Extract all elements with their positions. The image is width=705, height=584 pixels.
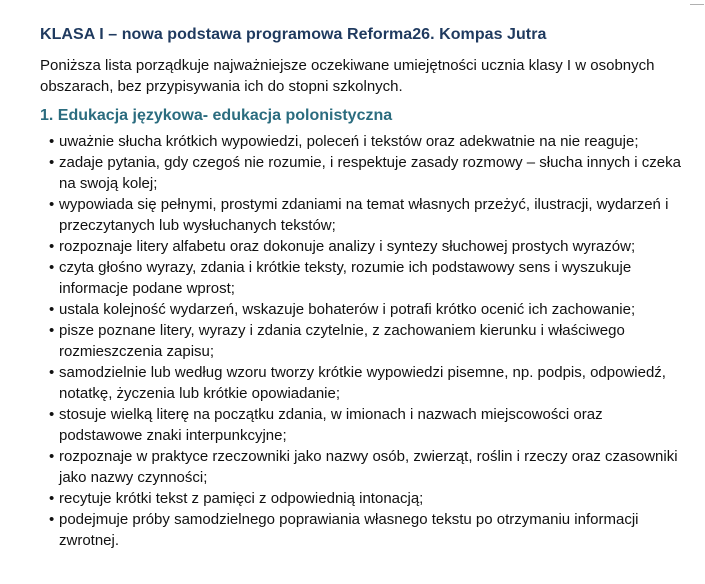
list-item: • pisze poznane litery, wyrazy i zdania czytelnie, z zachowaniem kierunku i właściwego rozmieszczenia zapisu;: [50, 320, 690, 362]
page-corner-mark: [690, 0, 704, 5]
list-item: • ustala kolejność wydarzeń, wskazuje bohaterów i potrafi krótko ocenić ich zachowanie;: [50, 299, 690, 320]
list-item: • uważnie słucha krótkich wypowiedzi, poleceń i tekstów oraz adekwatnie na nie reaguje;: [50, 131, 690, 152]
list-item: • czyta głośno wyrazy, zdania i krótkie teksty, rozumie ich podstawowy sens i wyszukuje informacje podane wprost;: [50, 257, 690, 299]
list-item: • stosuje wielką literę na początku zdania, w imionach i nazwach miejscowości oraz podstawowe znaki interpunkcyjne;: [50, 404, 690, 446]
list-item: • rozpoznaje litery alfabetu oraz dokonuje analizy i syntezy słuchowej prostych wyrazów;: [50, 236, 690, 257]
intro-paragraph: Poniższa lista porządkuje najważniejsze oczekiwane umiejętności ucznia klasy I w osobnych obszarach, bez przypisywania ich do stopni szkolnych.: [40, 57, 655, 95]
list-item: • rozpoznaje w praktyce rzeczowniki jako nazwy osób, zwierząt, roślin i rzeczy oraz czasowniki jako nazwy czynności;: [50, 446, 690, 488]
list-item: • wypowiada się pełnymi, prostymi zdaniami na temat własnych przeżyć, ilustracji, wydarzeń i przeczytanych lub wysłuchanych tekstów;: [50, 194, 690, 236]
list-item: • zadaje pytania, gdy czegoś nie rozumie, i respektuje zasady rozmowy – słucha innych i czeka na swoją kolej;: [50, 152, 690, 194]
list-item: • samodzielnie lub według wzoru tworzy krótkie wypowiedzi pisemne, np. podpis, odpowiedź, notatkę, życzenia lub krótkie opowiadanie;: [50, 362, 690, 404]
list-item: • podejmuje próby samodzielnego poprawiania własnego tekstu po otrzymaniu informacji zwrotnej.: [50, 509, 690, 551]
document-title: KLASA I – nowa podstawa programowa Reforma26. Kompas Jutra: [40, 26, 547, 43]
document-page: [40, 24, 690, 551]
list-item: • recytuje krótki tekst z pamięci z odpowiednią intonacją;: [50, 488, 690, 509]
skills-list: [40, 131, 690, 551]
section-title: 1. Edukacja językowa- edukacja polonistyczna: [40, 107, 393, 124]
